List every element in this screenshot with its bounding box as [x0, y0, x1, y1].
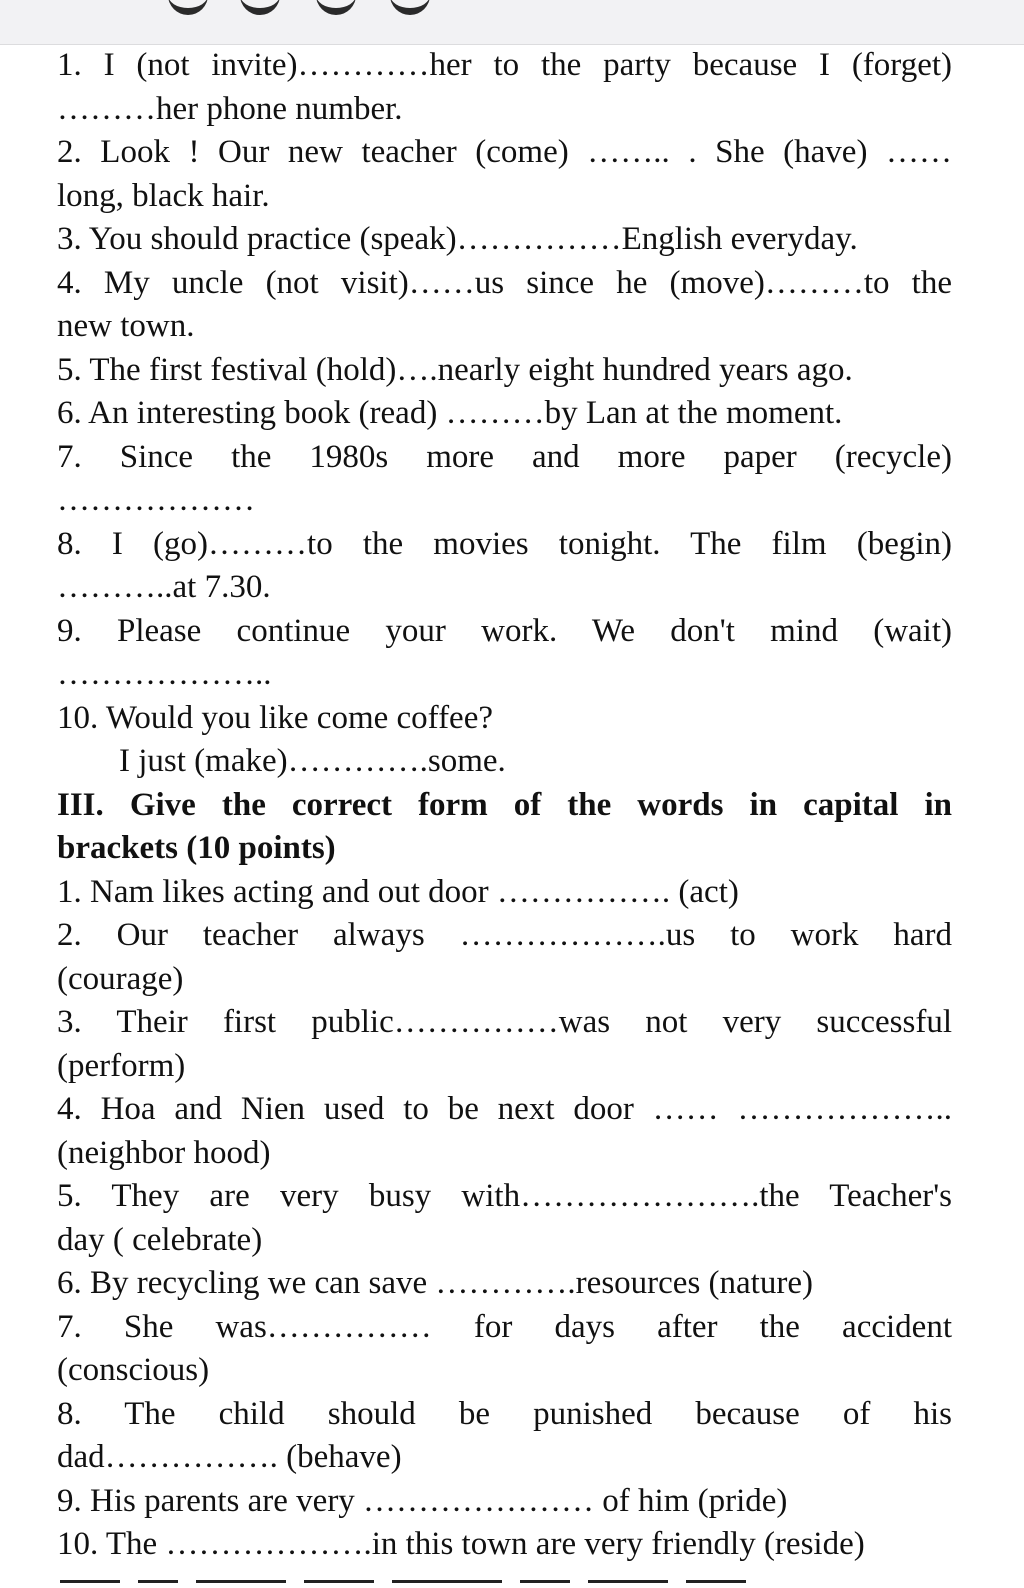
exercise-2-q6-line1: 6. An interesting book (read) ………by Lan at the moment.	[57, 395, 843, 431]
cut-off-heading-glyph	[168, 0, 208, 15]
top-bar	[0, 0, 1024, 45]
exercise-3-q1-line1: 1. Nam likes acting and out door ……………. (act)	[57, 873, 739, 910]
exercise-2-q1-line2: ………her phone number.	[57, 90, 403, 127]
exercise-3-q5-line1: 5. They are very busy with………………….the Teacher's	[57, 1178, 952, 1214]
exercise-2-q8-line2: ………..at 7.30.	[57, 569, 271, 605]
exercise-2-q5-line1: 5. The first festival (hold)….nearly eight hundred years ago.	[57, 351, 853, 388]
exercise-3-q8-line2: dad……………. (behave)	[57, 1439, 402, 1475]
exercise-2-q3-line1: 3. You should practice (speak)……………English everyday.	[57, 221, 858, 257]
exercise-3-q8-line1: 8. The child should be punished because of his	[57, 1395, 952, 1432]
cut-off-heading-glyph	[240, 0, 280, 15]
exercise-3-q3-line1: 3. Their first public……………was not very successful	[57, 1004, 952, 1040]
exercise-2-q2-line2: long, black hair.	[57, 177, 270, 214]
exercise-3-q2-line1: 2. Our teacher always ……………….us to work hard	[57, 917, 952, 953]
exercise-2-q1-line1: 1. I (not invite)…………her to the party because I (forget)	[57, 47, 952, 83]
exercise-3-q9-line1: 9. His parents are very ………………… of him (pride)	[57, 1482, 788, 1519]
exercise-3-q4-line1: 4. Hoa and Nien used to be next door …… ………………..	[57, 1091, 952, 1127]
cut-off-heading-glyph	[316, 0, 356, 15]
exercise-2-q4-line2: new town.	[57, 308, 195, 344]
exercise-2-q7-line2: ………………	[57, 482, 255, 518]
cut-off-heading-glyph	[390, 0, 430, 15]
cut-off-next-line	[60, 1580, 950, 1588]
section-3-heading-line1: III. Give the correct form of the words in capital in	[57, 786, 952, 823]
exercise-2-q7-line1: 7. Since the 1980s more and more paper (recycle)	[57, 438, 952, 475]
exercise-2-q2-line1: 2. Look ! Our new teacher (come) …….. . She (have) ……	[57, 134, 952, 170]
worksheet	[57, 44, 952, 1567]
exercise-2-q9-line1: 9. Please continue your work. We don't mind (wait)	[57, 612, 952, 649]
exercise-3-q4-line2: (neighbor hood)	[57, 1134, 271, 1171]
exercise-2-q10-line1: 10. Would you like come coffee?	[57, 699, 493, 736]
exercise-3-q6-line1: 6. By recycling we can save ………….resources (nature)	[57, 1265, 813, 1301]
exercise-2-q10-line2: I just (make)………….some.	[119, 743, 506, 779]
exercise-3-q3-line2: (perform)	[57, 1047, 186, 1084]
section-3-heading-line2: brackets (10 points)	[57, 830, 336, 866]
exercise-3-q7-line1: 7. She was…………… for days after the accident	[57, 1308, 952, 1345]
exercise-3-q10-line1: 10. The ……………….in this town are very friendly (reside)	[57, 1526, 865, 1562]
exercise-2-q8-line1: 8. I (go)………to the movies tonight. The film (begin)	[57, 525, 952, 562]
exercise-3-q5-line2: day ( celebrate)	[57, 1221, 263, 1258]
exercise-2-q9-line2: ………………..	[57, 656, 272, 692]
exercise-3-q2-line2: (courage)	[57, 960, 184, 997]
exercise-3-q7-line2: (conscious)	[57, 1352, 210, 1388]
exercise-2-q4-line1: 4. My uncle (not visit)……us since he (move)………to the	[57, 264, 952, 301]
